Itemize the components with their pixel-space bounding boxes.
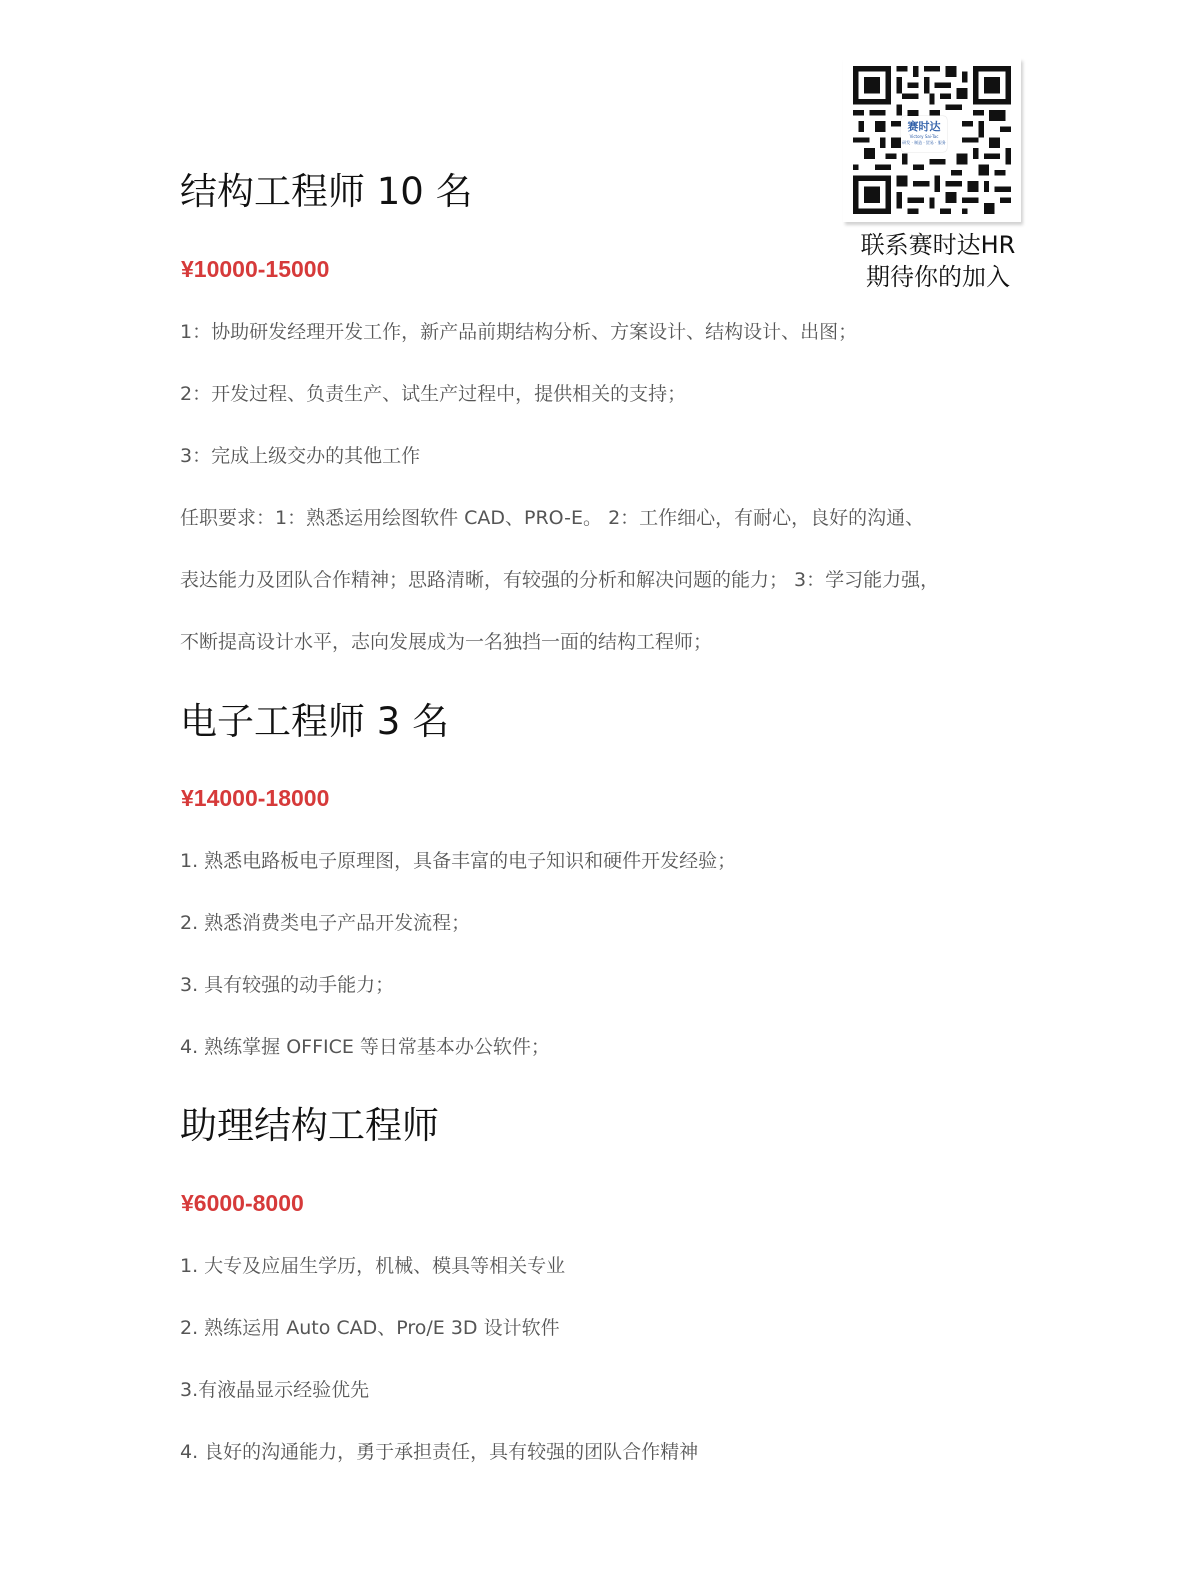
job-requirements-line: 任职要求：1：熟悉运用绘图软件 CAD、PRO-E。 2：工作细心，有耐心，良好的沟通、 bbox=[180, 507, 925, 529]
job-title: 结构工程师 10 名 bbox=[180, 170, 473, 213]
job-requirement-item: 2. 熟练运用 Auto CAD、Pro/E 3D 设计软件 bbox=[180, 1317, 560, 1339]
company-logo-text: 赛时达 bbox=[907, 120, 941, 133]
job-title: 助理结构工程师 bbox=[180, 1104, 439, 1147]
job-salary: ¥6000-8000 bbox=[181, 1190, 304, 1216]
job-requirement-item: 2. 熟悉消费类电子产品开发流程； bbox=[180, 912, 471, 934]
job-title: 电子工程师 3 名 bbox=[180, 700, 450, 743]
job-requirement-item: 1. 大专及应届生学历，机械、模具等相关专业 bbox=[180, 1255, 566, 1277]
contact-caption-line2: 期待你的加入 bbox=[866, 263, 1010, 291]
company-logo bbox=[901, 116, 947, 152]
job-requirement-item: 3.有液晶显示经验优先 bbox=[180, 1379, 370, 1401]
company-logo-subtext: Victory Sai-Tac bbox=[909, 134, 939, 139]
qr-code-card bbox=[843, 58, 1021, 222]
job-requirement-item: 4. 熟练掌握 OFFICE 等日常基本办公软件； bbox=[180, 1036, 550, 1058]
job-requirements-line: 表达能力及团队合作精神；思路清晰，有较强的分析和解决问题的能力； 3：学习能力强， bbox=[180, 569, 940, 591]
job-salary: ¥14000-18000 bbox=[181, 785, 330, 811]
job-salary: ¥10000-15000 bbox=[181, 256, 330, 282]
job-requirements-line: 不断提高设计水平，志向发展成为一名独挡一面的结构工程师； bbox=[180, 631, 713, 653]
job-requirement-item: 3. 具有较强的动手能力； bbox=[180, 974, 395, 996]
job-requirement-item: 4. 良好的沟通能力，勇于承担责任，具有较强的团队合作精神 bbox=[180, 1441, 699, 1463]
job-duty-item: 3：完成上级交办的其他工作 bbox=[180, 445, 421, 467]
contact-caption-line1: 联系赛时达HR bbox=[860, 231, 1016, 259]
company-logo-tagline: 研发 · 制造 · 贸易 · 服务 bbox=[902, 140, 946, 145]
job-duty-item: 2：开发过程、负责生产、试生产过程中，提供相关的支持； bbox=[180, 383, 687, 405]
job-requirement-item: 1. 熟悉电路板电子原理图，具备丰富的电子知识和硬件开发经验； bbox=[180, 850, 737, 872]
job-duty-item: 1：协助研发经理开发工作，新产品前期结构分析、方案设计、结构设计、出图； bbox=[180, 321, 858, 343]
